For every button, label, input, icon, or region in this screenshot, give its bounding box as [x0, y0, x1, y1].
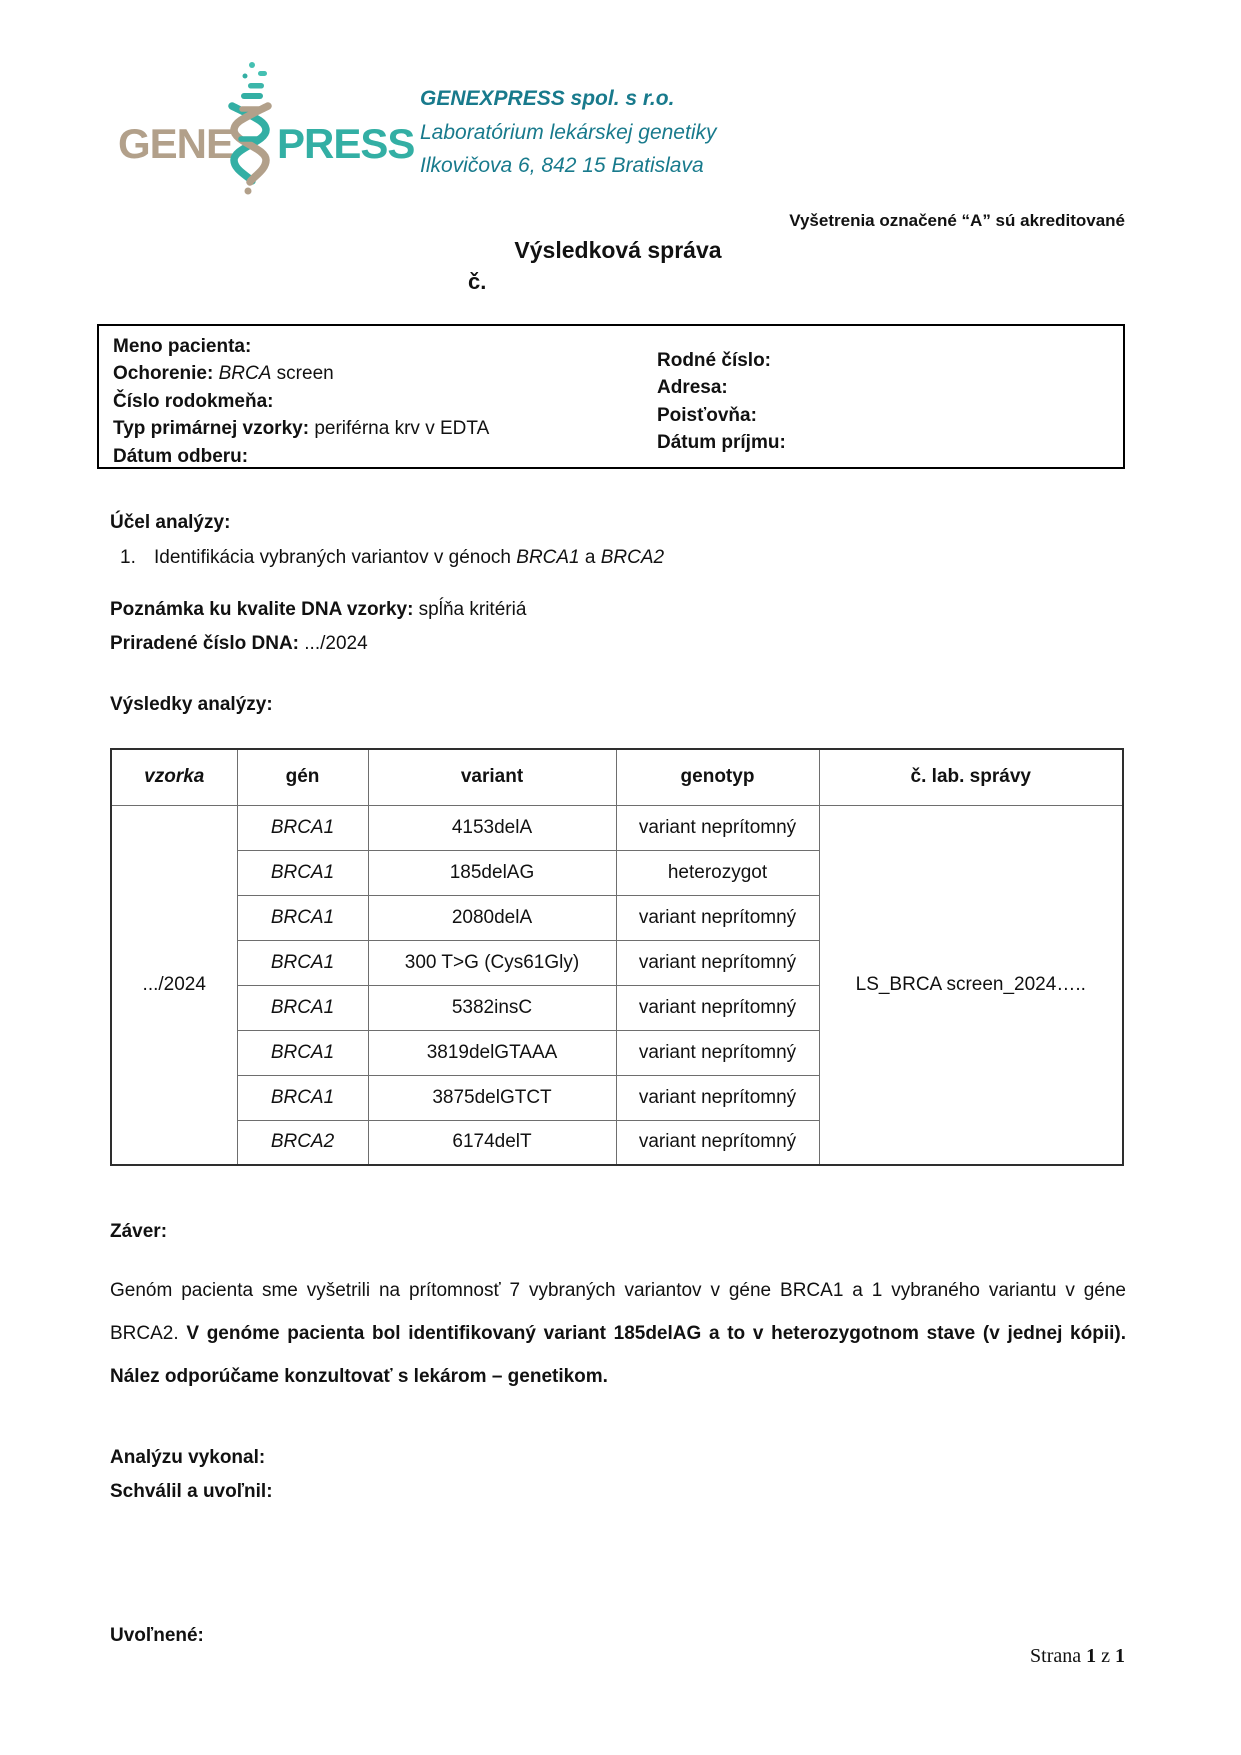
released-label: Uvoľnené:	[110, 1625, 204, 1646]
report-number-prefix: č.	[468, 269, 487, 294]
approved-by-label: Schválil a uvoľnil:	[110, 1481, 273, 1502]
company-name: GENEXPRESS spol. s r.o.	[420, 87, 675, 110]
gene-cell: BRCA1	[237, 985, 368, 1030]
variant-cell: 6174delT	[368, 1120, 616, 1165]
dna-helix-icon	[222, 60, 278, 201]
gene-cell: BRCA2	[237, 1120, 368, 1165]
results-table	[110, 748, 1124, 1166]
genotype-cell: heterozygot	[616, 850, 819, 895]
genotype-cell: variant neprítomný	[616, 1030, 819, 1075]
header-cell-report-no: č. lab. správy	[819, 749, 1123, 805]
variant-cell: 3875delGTCT	[368, 1075, 616, 1120]
conclusion-text-bold: V genóme pacienta bol identifikovaný variant 185delAG a to v heterozygotnom stave (v jednej kópii). Nález odporúčame konzultovať s lekárom – genetikom.	[110, 1323, 1126, 1387]
report-title: Výsledková správa	[514, 237, 722, 263]
variant-cell: 5382insC	[368, 985, 616, 1030]
variant-cell: 4153delA	[368, 805, 616, 850]
company-header	[420, 82, 716, 183]
company-department: Laboratórium lekárskej genetiky	[420, 120, 717, 144]
gene-cell: BRCA1	[237, 940, 368, 985]
disease-field: Ochorenie: BRCA screen	[113, 363, 334, 385]
variant-cell: 3819delGTAAA	[368, 1030, 616, 1075]
company-address: Ilkovičova 6, 842 15 Bratislava	[420, 154, 704, 177]
purpose-list-item	[120, 547, 664, 569]
gene-cell: BRCA1	[237, 1030, 368, 1075]
purpose-heading: Účel analýzy:	[110, 512, 231, 533]
header-cell-genotype: genotyp	[616, 749, 819, 805]
patient-info-right-column	[657, 347, 786, 457]
gene-cell: BRCA1	[237, 895, 368, 940]
variant-cell: 185delAG	[368, 850, 616, 895]
assigned-dna-number: Priradené číslo DNA: .../2024	[110, 633, 368, 654]
insurance-field: Poisťovňa:	[657, 404, 757, 426]
sample-number-cell: .../2024	[111, 805, 237, 1165]
primary-sample-type-field: Typ primárnej vzorky: periférna krv v EDTA	[113, 418, 490, 440]
table-header-row	[111, 749, 1123, 805]
collection-date-field: Dátum odberu:	[113, 445, 249, 467]
results-heading: Výsledky analýzy:	[110, 694, 273, 715]
lab-report-number-cell: LS_BRCA screen_2024…..	[819, 805, 1123, 1165]
page-number-footer: Strana 1 z 1	[1030, 1645, 1125, 1667]
patient-name-field: Meno pacienta:	[113, 336, 252, 357]
genotype-cell: variant neprítomný	[616, 1120, 819, 1165]
pedigree-number-field: Číslo rodokmeňa:	[113, 390, 274, 412]
receipt-date-field: Dátum príjmu:	[657, 432, 786, 454]
birth-number-field: Rodné číslo:	[657, 350, 772, 371]
genotype-cell: variant neprítomný	[616, 1075, 819, 1120]
variant-cell: 300 T>G (Cys61Gly)	[368, 940, 616, 985]
logo-text-gene: GENE	[118, 120, 234, 167]
gene-cell: BRCA1	[237, 850, 368, 895]
patient-info-box	[97, 324, 1125, 469]
gene-cell: BRCA1	[237, 805, 368, 850]
conclusion-heading: Záver:	[110, 1221, 168, 1242]
genotype-cell: variant neprítomný	[616, 895, 819, 940]
patient-info-left-column	[113, 333, 489, 470]
genotype-cell: variant neprítomný	[616, 805, 819, 850]
conclusion-text-regular: Genóm pacienta sme vyšetrili na prítomnosť 7 vybraných variantov v géne BRCA1 a 1 vybraného variantu v géne BRCA2.	[110, 1280, 1126, 1344]
total-page-number: 1	[1115, 1645, 1125, 1667]
conclusion-paragraph	[110, 1269, 1126, 1398]
header-cell-sample: vzorka	[111, 749, 237, 805]
gene-cell: BRCA1	[237, 1075, 368, 1120]
genotype-cell: variant neprítomný	[616, 940, 819, 985]
genotype-cell: variant neprítomný	[616, 985, 819, 1030]
accreditation-note: Vyšetrenia označené “A” sú akreditované	[789, 211, 1125, 230]
header-cell-gene: gén	[237, 749, 368, 805]
current-page-number: 1	[1086, 1645, 1097, 1667]
header-cell-variant: variant	[368, 749, 616, 805]
dna-quality-note: Poznámka ku kvalite DNA vzorky: spĺňa kritériá	[110, 599, 527, 620]
performed-by-label: Analýzu vykonal:	[110, 1447, 266, 1468]
variant-cell: 2080delA	[368, 895, 616, 940]
table-row	[111, 805, 1123, 850]
list-item-text: Identifikácia vybraných variantov v génoch BRCA1 a BRCA2	[154, 547, 665, 568]
logo-text-press: PRESS	[277, 120, 415, 167]
list-item-number: 1.	[120, 547, 136, 568]
address-field: Adresa:	[657, 377, 728, 399]
